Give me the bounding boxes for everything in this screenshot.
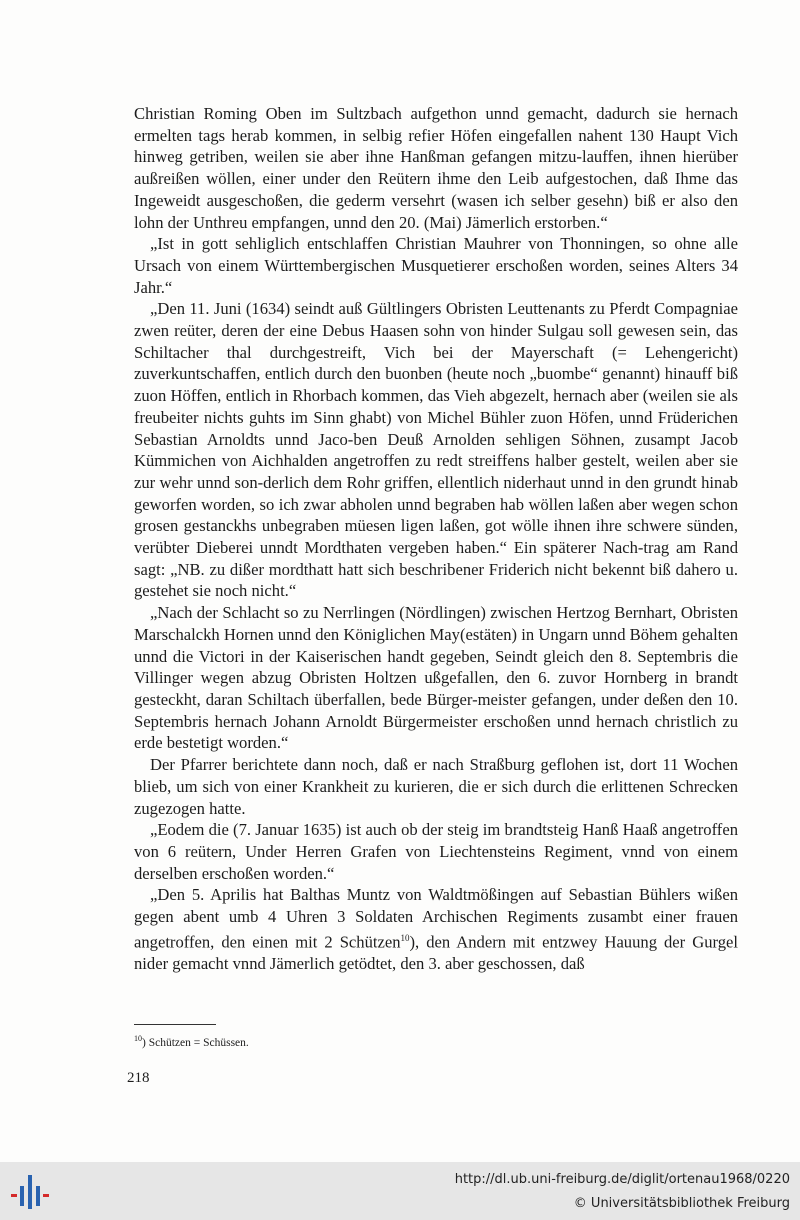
footnote-text: ) Schützen = Schüssen. <box>142 1036 249 1049</box>
paragraph-7-text-end: ), den Andern mit entzwey Hauung der Gurgel nider gemacht vnnd Jämerlich getödtet, den 3. aber geschossen, daß <box>134 932 738 973</box>
paragraph-2: „Ist in gott sehliglich entschlaffen Christian Mauhrer von Thonningen, so ohne alle Ursach von einem Württembergischen Musquetierer erschoßen worden, seines Alters 34 Jahr.“ <box>134 234 738 297</box>
paragraph-4: „Nach der Schlacht so zu Nerrlingen (Nördlingen) zwischen Hertzog Bernhart, Obristen Marschalckh Hornen unnd den Königlichen May(estäten) in Ungarn unnd Böhem gehalten unnd die Victori in der Kaiserischen handt gegeben, Seindt gleich den 8. Septembris die Villinger wegen abzug Obristen Holtzen ußgefallen, den 6. zuvor Hornberg in brandt gesteckht, daran Schiltach überfallen, bede Bürger-meister gefangen, under deßen den 10. Septembris hernach Johann Arnoldt Bürgermeister erschoßen unnd hernach christlich zu erde bestetigt worden.“ <box>134 603 738 753</box>
footnote-divider <box>134 1024 216 1025</box>
paragraph-6: „Eodem die (7. Januar 1635) ist auch ob der steig im brandtsteig Hanß Haaß angetroffen von 6 reütern, Under Herren Grafen von Liechtensteins Regiment, vnnd von einem derselben erschoßen worden.“ <box>134 820 738 883</box>
viewer-footer <box>0 1162 800 1220</box>
paragraph-3: „Den 11. Juni (1634) seindt auß Gültlingers Obristen Leuttenants zu Pferdt Compagniae zwen reüter, deren der eine Debus Haasen sohn von hinder Sulgau soll gewesen sein, das Schiltacher thal durchgestreift, Vich bei der Mayerschaft (= Lehengericht) zuverkuntschaffen, entlich durch den buonben (heute noch „buombe“ genannt) hinauff biß zuon Höffen, entlich in Rhorbach kommen, das Vieh abgezelt, hernach aber (weilen sie als freubeiter nichts guhts im Sinn ghabt) von Michel Bühler zuon Höfen, unnd Früderichen Sebastian Arnoldts unnd Jaco-ben Deuß Arnolden sehligen Söhnen, zusampt Jacob Kümmichen von Aichhalden angetroffen zu redt streiffens halber gestelt, weilen aber sie zur wehr unnd son-derlich dem Rohr griffen, ellentlich niderhaut unnd in den grundt hinab geworfen worden, so ich zwar abholen unnd begraben hab wöllen laßen aber wegen schon grosen gestanckhs unbegraben müesen ligen laßen, got wölle ihnen ihre schwere sünden, verübter Dieberei unndt Mordthaten vergeben haben.“ Ein späterer Nach-trag am Rand sagt: „NB. zu dißer mordthatt hatt sich beschribener Friderich nicht bekennt biß dahero u. gestehet sie noch nicht.“ <box>134 299 738 601</box>
footnote-reference: 10 <box>400 932 410 943</box>
body-text <box>134 103 738 975</box>
paragraph-1: Christian Roming Oben im Sultzbach aufgethon unnd gemacht, dadurch sie hernach ermelten tags herab kommen, in selbig refier Höfen eingefallen nahent 130 Haupt Vich hinweg getriben, weilen sie aber ihne Hanßman gefangen mitzu-lauffen, ihnen hierüber außreißen wöllen, einer under den Reütern ihme den Leib aufgestochen, daß Ihme das Ingeweidt ausgeschoßen, die gederm versehrt (wasen ich selber gesehn) biß er also den lohn der Unthreu empfangen, unnd den 20. (Mai) Jämerlich erstorben.“ <box>134 104 738 232</box>
paragraph-7 <box>134 884 738 974</box>
footnote <box>134 1031 249 1051</box>
paragraph-7-text-start: „Den 5. Aprilis hat Balthas Muntz von Waldtmößingen auf Sebastian Bühlers wißen gegen abent umb 4 Uhren 3 Soldaten Archischen Regiments zusambt einer frauen angetroffen, den einen mit 2 Schützen <box>134 885 738 952</box>
footnote-number: 10 <box>134 1034 142 1043</box>
ub-freiburg-logo-icon <box>10 1172 50 1212</box>
copyright-notice: © Universitätsbibliothek Freiburg <box>573 1196 790 1211</box>
paragraph-5: Der Pfarrer berichtete dann noch, daß er nach Straßburg geflohen ist, dort 11 Wochen blieb, um sich von einer Krankheit zu kurieren, die er sich durch die erlittenen Schrecken zugezogen hatte. <box>134 755 738 818</box>
source-url[interactable]: http://dl.ub.uni-freiburg.de/diglit/ortenau1968/0220 <box>454 1172 790 1187</box>
page-number: 218 <box>127 1070 150 1086</box>
